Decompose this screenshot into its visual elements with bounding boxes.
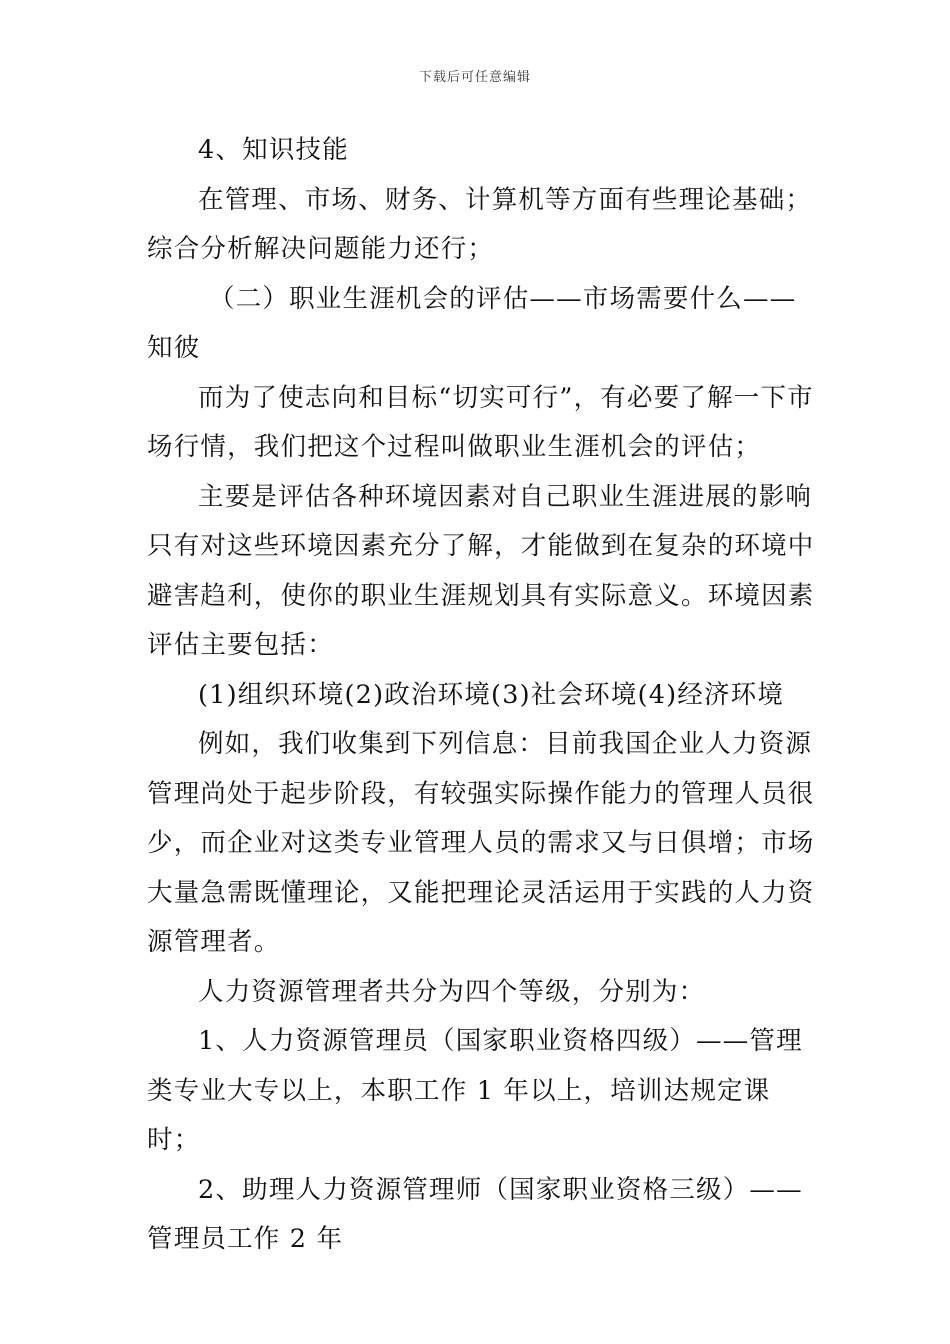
paragraph-environment-list: (1)组织环境(2)政治环境(3)社会环境(4)经济环境	[198, 679, 785, 710]
paragraph-section-heading-career-opportunity: （二）职业生涯机会的评估——市场需要什么——知彼	[147, 283, 797, 363]
paragraph-theory-basis: 在管理、市场、财务、计算机等方面有些理论基础；综合分析解决问题能力还行；	[147, 184, 813, 264]
paragraph-hr-level-2: 2、助理人力资源管理师（国家职业资格三级）——管理员工作 2 年	[147, 1174, 803, 1254]
paragraph-environment-evaluation: 主要是评估各种环境因素对自己职业生涯进展的影响只有对这些环境因素充分了解，才能做到在复杂的环境中避害趋利，使你的职业生涯规划具有实际意义。环境因素评估主要包括：	[147, 481, 815, 660]
paragraph-hr-levels-intro: 人力资源管理者共分为四个等级，分别为：	[198, 976, 706, 1007]
document-body	[147, 126, 817, 1265]
paragraph-knowledge-skills-heading: 4、知识技能	[198, 135, 349, 165]
paragraph-market-understanding: 而为了使志向和目标“切实可行”，有必要了解一下市场行情，我们把这个过程叫做职业生涯机会的评估；	[147, 382, 814, 462]
paragraph-example-market-info: 例如，我们收集到下列信息：目前我国企业人力资源管理尚处于起步阶段，有较强实际操作能力的管理人员很少，而企业对这类专业管理人员的需求又与日俱增；市场大量急需既懂理论，又能把理论灵活运用于实践的人力资源管理者。	[147, 729, 815, 957]
paragraph-hr-level-1: 1、人力资源管理员（国家职业资格四级）——管理类专业大专以上，本职工作 1 年以上，培训达规定课时；	[147, 1026, 803, 1155]
page-header-note: 下载后可任意编辑	[418, 70, 531, 85]
